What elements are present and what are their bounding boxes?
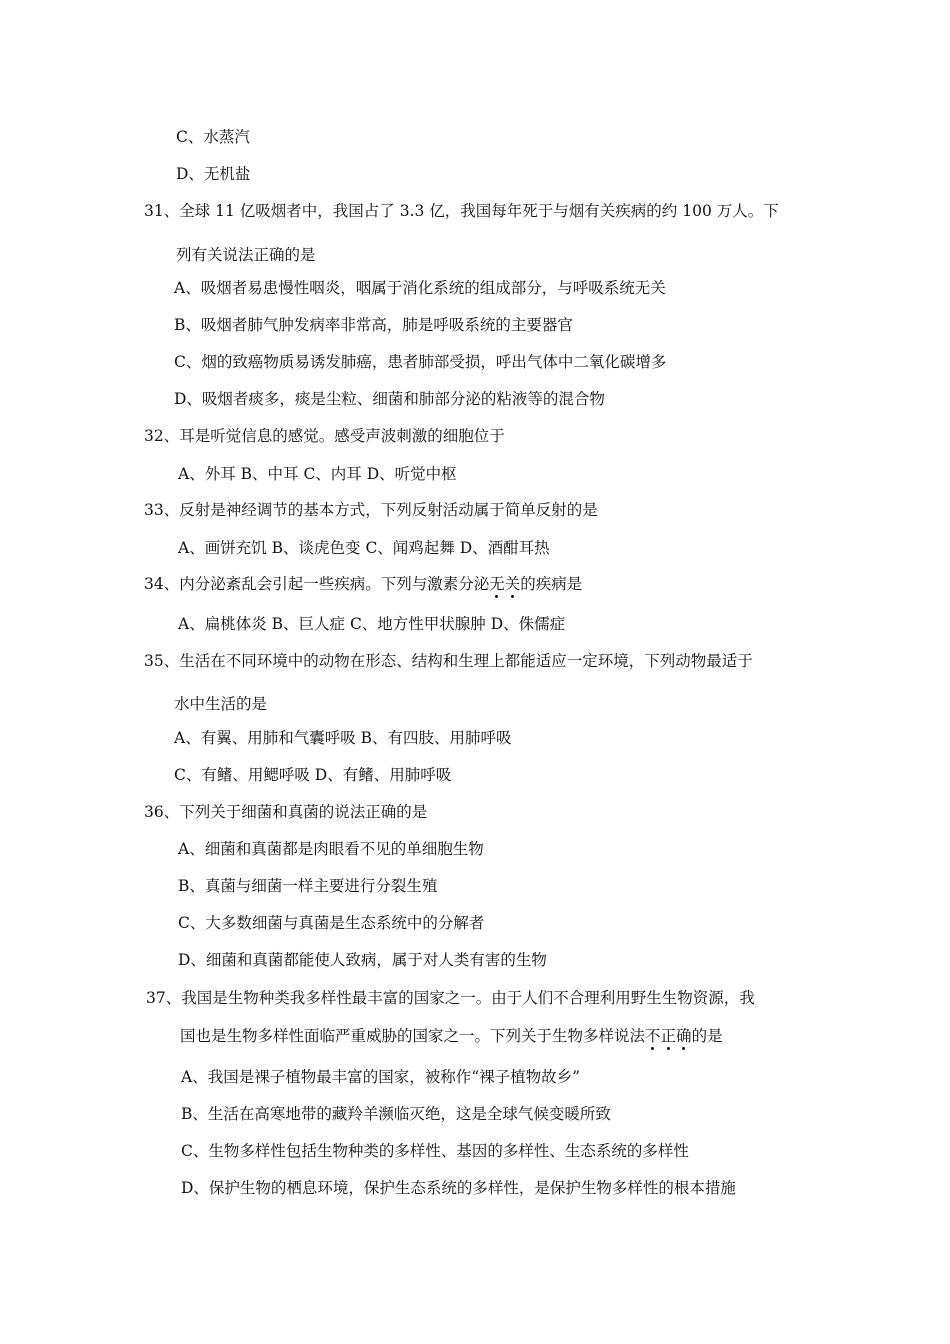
q37-emphasis xyxy=(645,1027,692,1045)
q34-emphasis xyxy=(489,575,520,593)
question-36: 36、下列关于细菌和真菌的说法正确的是 xyxy=(144,803,428,821)
question-34 xyxy=(144,574,582,594)
q36-option-d: D、细菌和真菌都能使人致病，属于对人类有害的生物 xyxy=(178,951,547,969)
question-33: 33、反射是神经调节的基本方式，下列反射活动属于简单反射的是 xyxy=(144,501,598,519)
question-31: 31、全球 11 亿吸烟者中，我国占了 3.3 亿，我国每年死于与烟有关疾病的约 100 万人。下 xyxy=(144,202,779,220)
q34-text-pre: 34、内分泌紊乱会引起一些疾病。下列与激素分泌 xyxy=(144,575,490,593)
question-37: 37、我国是生物种类我多样性最丰富的国家之一。由于人们不合理利用野生生物资源，我 xyxy=(146,989,755,1007)
q31-option-c: C、烟的致癌物质易诱发肺癌，患者肺部受损，呼出气体中二氧化碳增多 xyxy=(174,353,667,371)
emphasis-char: 不 xyxy=(645,1027,661,1045)
q34-text-post: 的疾病是 xyxy=(520,575,583,593)
q36-option-a: A、细菌和真菌都是肉眼看不见的单细胞生物 xyxy=(178,840,484,858)
question-35-cont: 水中生活的是 xyxy=(174,695,268,713)
question-37-cont xyxy=(180,1026,723,1046)
emphasis-char: 确 xyxy=(676,1027,692,1045)
question-31-cont: 列有关说法正确的是 xyxy=(176,246,316,264)
q35-options-cd: C、有鳍、用鳃呼吸 D、有鳍、用肺呼吸 xyxy=(174,766,452,784)
q34-options: A、扁桃体炎 B、巨人症 C、地方性甲状腺肿 D、侏儒症 xyxy=(178,615,566,633)
q37-text-pre: 国也是生物多样性面临严重威胁的国家之一。下列关于生物多样说法 xyxy=(180,1027,646,1045)
question-35: 35、生活在不同环境中的动物在形态、结构和生理上都能适应一定环境，下列动物最适于 xyxy=(144,652,753,670)
emphasis-char: 无 xyxy=(489,575,505,593)
q31-option-d: D、吸烟者痰多，痰是尘粒、细菌和肺部分泌的粘液等的混合物 xyxy=(174,390,605,408)
option-d: D、无机盐 xyxy=(176,165,251,183)
option-c: C、水蒸汽 xyxy=(176,128,250,146)
q37-option-c: C、生物多样性包括生物种类的多样性、基因的多样性、生态系统的多样性 xyxy=(181,1142,689,1160)
q35-options-ab: A、有翼、用肺和气囊呼吸 B、有四肢、用肺呼吸 xyxy=(174,729,512,747)
q31-option-a: A、吸烟者易患慢性咽炎，咽属于消化系统的组成部分，与呼吸系统无关 xyxy=(174,279,666,297)
q32-options: A、外耳 B、中耳 C、内耳 D、听觉中枢 xyxy=(178,465,457,483)
q31-option-b: B、吸烟者肺气肿发病率非常高，肺是呼吸系统的主要器官 xyxy=(174,316,573,334)
q37-option-a: A、我国是裸子植物最丰富的国家，被称作“裸子植物故乡” xyxy=(181,1068,581,1086)
q37-option-b: B、生活在高寒地带的藏羚羊濒临灭绝，这是全球气候变暖所致 xyxy=(181,1105,611,1123)
q36-option-c: C、大多数细菌与真菌是生态系统中的分解者 xyxy=(178,914,485,932)
question-32: 32、耳是听觉信息的感觉。感受声波刺激的细胞位于 xyxy=(144,427,505,445)
q37-text-post: 的是 xyxy=(691,1027,723,1045)
q36-option-b: B、真菌与细菌一样主要进行分裂生殖 xyxy=(178,877,438,895)
q33-options: A、画饼充饥 B、谈虎色变 C、闻鸡起舞 D、酒酣耳热 xyxy=(178,539,550,557)
emphasis-char: 关 xyxy=(504,575,521,593)
emphasis-char: 正 xyxy=(660,1027,677,1045)
q37-option-d: D、保护生物的栖息环境，保护生态系统的多样性，是保护生物多样性的根本措施 xyxy=(181,1179,736,1197)
